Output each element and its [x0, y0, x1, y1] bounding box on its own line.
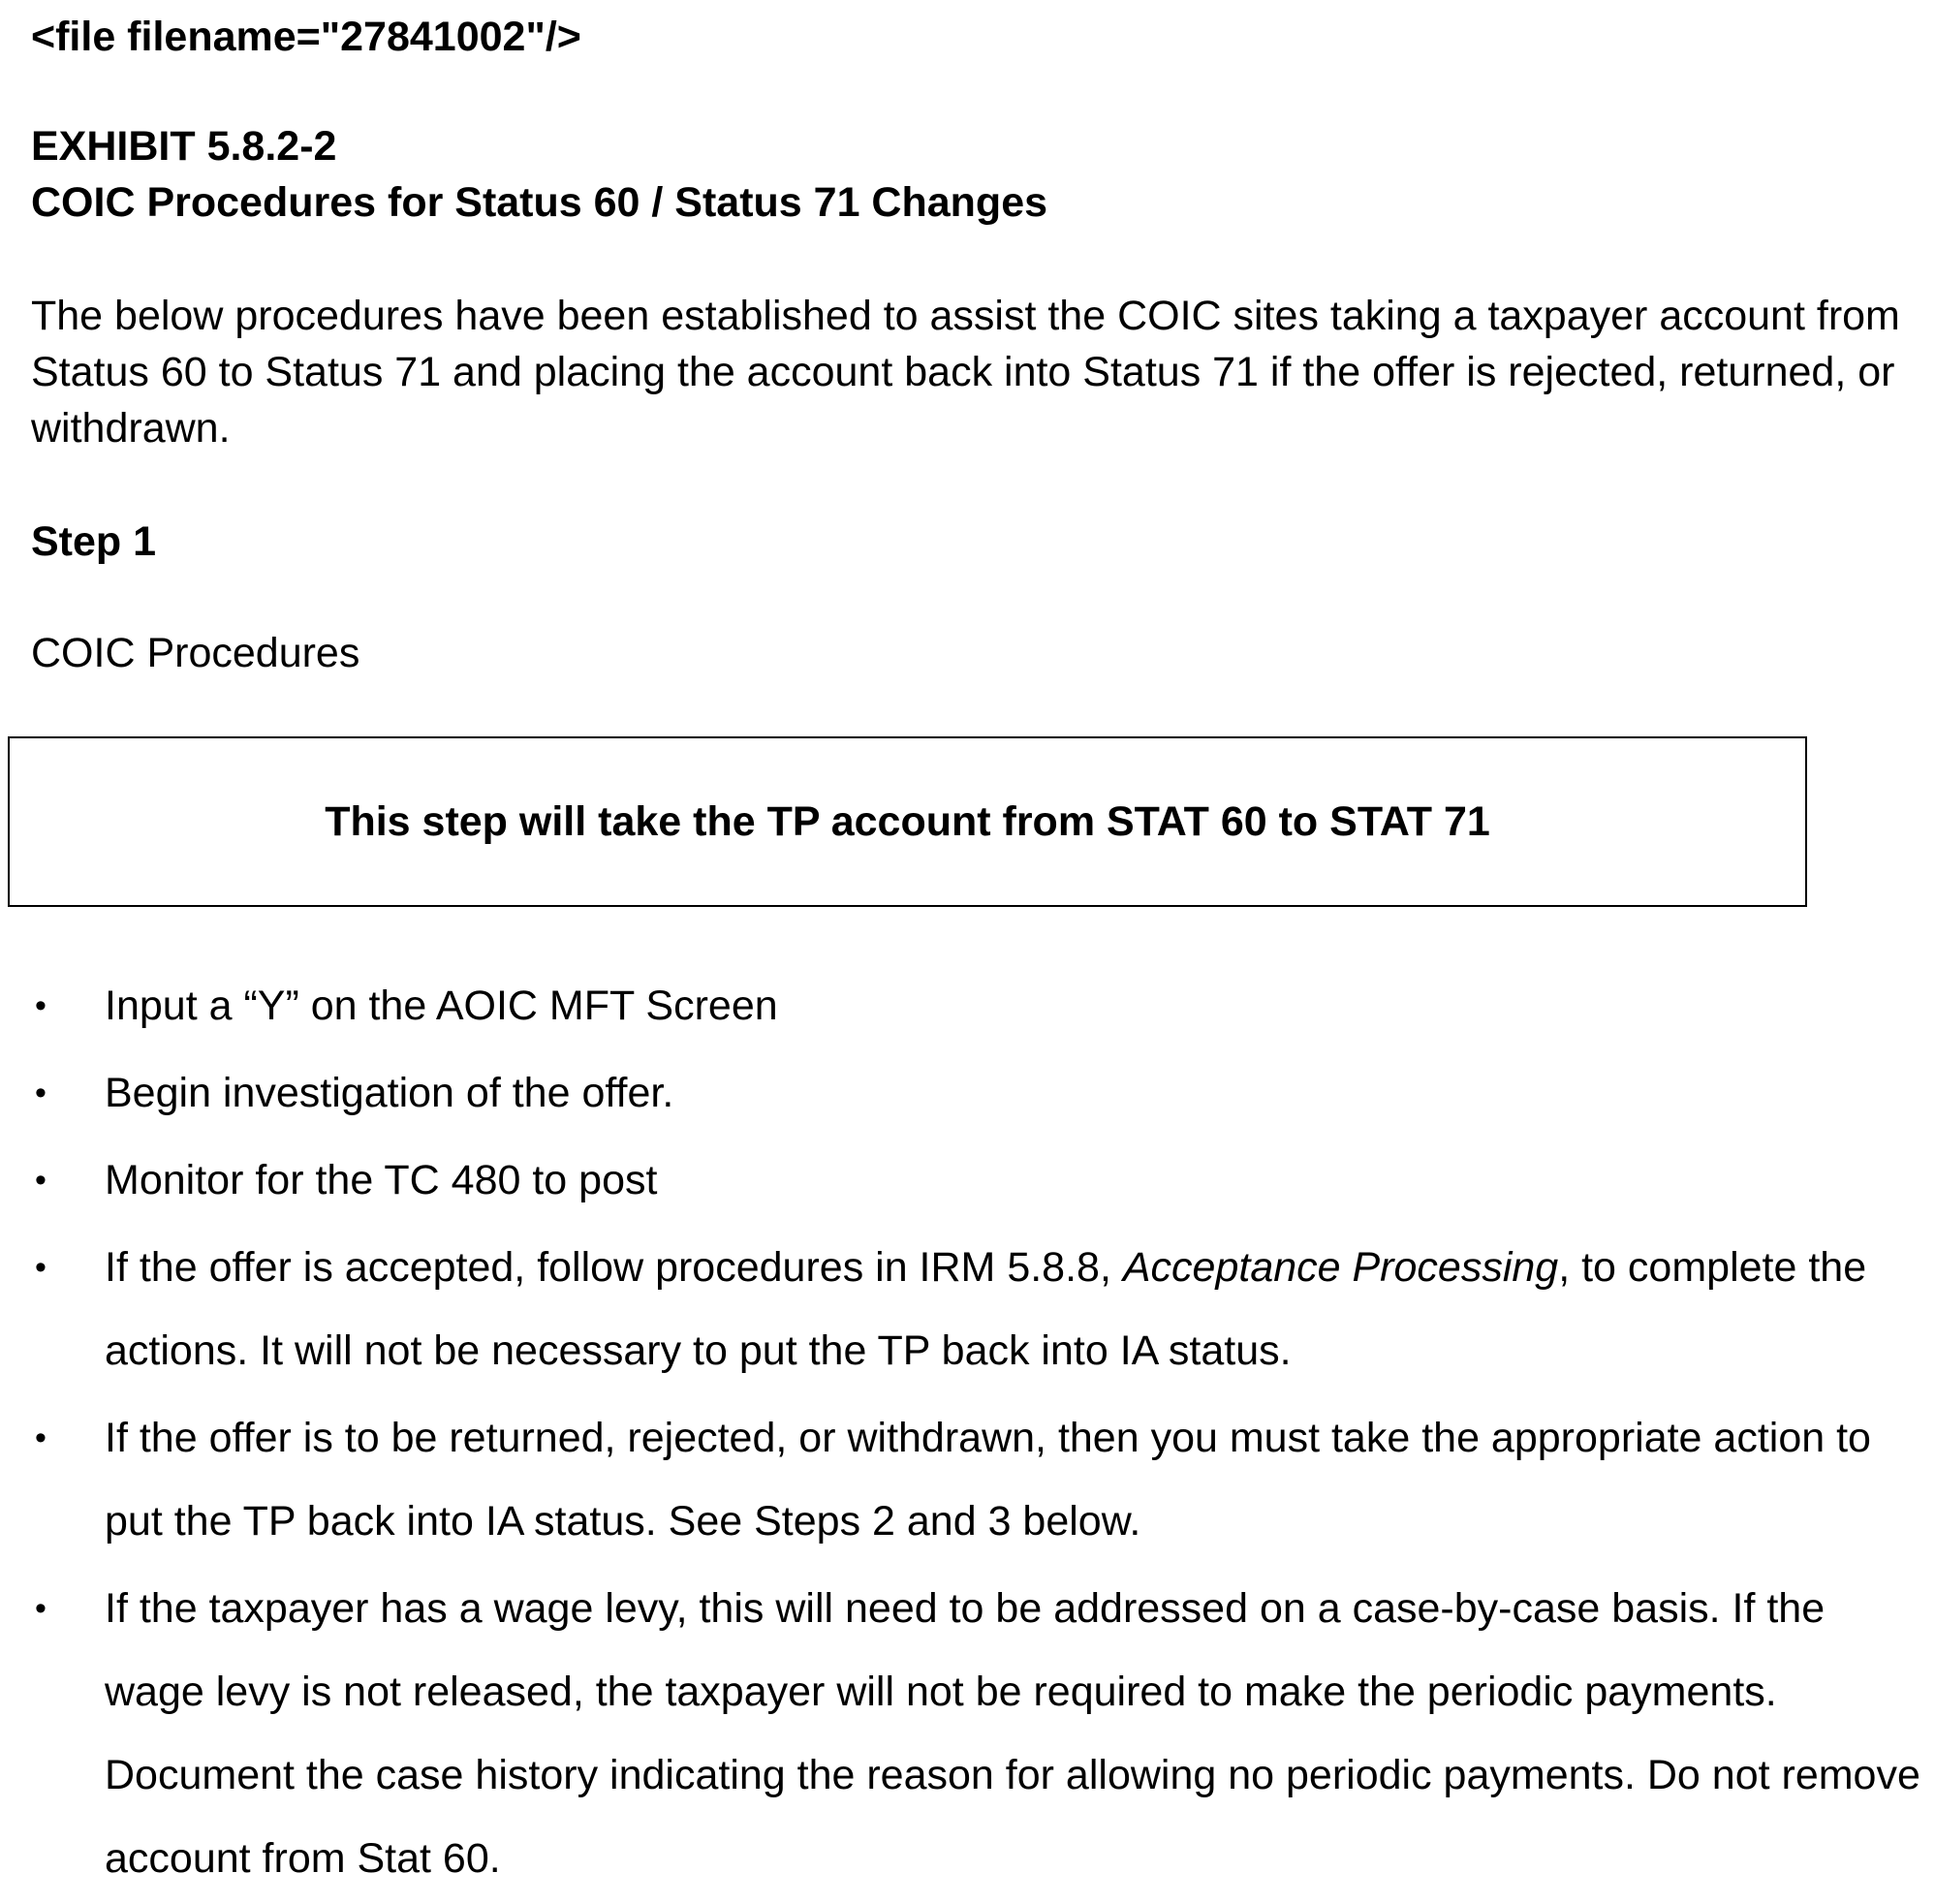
bullet-icon: •: [35, 1075, 47, 1111]
bullet-icon: •: [35, 1590, 47, 1627]
irm-reference-title: Acceptance Processing: [1122, 1244, 1559, 1291]
exhibit-number: EXHIBIT 5.8.2-2: [31, 123, 337, 170]
list-item: [31, 1226, 1930, 1392]
procedure-list: [31, 964, 1930, 1904]
bullet-icon: •: [35, 1420, 47, 1456]
list-item-text: [105, 1244, 1866, 1374]
list-item-text: If the offer is to be returned, rejected, or withdrawn, then you must take the appropriate action to put the TP back into IA status. See Steps 2 and 3 below.: [105, 1415, 1871, 1545]
bullet-icon: •: [35, 1162, 47, 1199]
exhibit-header: [31, 118, 1047, 231]
list-item-text: Begin investigation of the offer.: [105, 1070, 674, 1116]
list-item-text: If the taxpayer has a wage levy, this will need to be addressed on a case-by-case basis. If the wage levy is not released, the taxpayer will not be required to make the periodic payments. Document the case history indicating the reason for allowing no periodic payments. Do not remove account from Stat 60.: [105, 1585, 1920, 1882]
list-item-text-end: , to complete the actions. It will not be necessary to put the TP back into IA status.: [105, 1244, 1867, 1374]
list-item: [31, 1396, 1930, 1563]
callout-text: This step will take the TP account from STAT 60 to STAT 71: [325, 798, 1490, 845]
list-item: [31, 1567, 1930, 1900]
bullet-icon: •: [35, 1249, 47, 1286]
list-item-text: Monitor for the TC 480 to post: [105, 1157, 658, 1203]
exhibit-title: COIC Procedures for Status 60 / Status 71 Changes: [31, 179, 1048, 226]
file-tag: <file filename="27841002"/>: [31, 14, 581, 60]
list-item: [31, 1139, 1930, 1222]
list-item: [31, 964, 1930, 1047]
list-item-text-start: If the offer is accepted, follow procedures in IRM 5.8.8,: [105, 1244, 1123, 1291]
bullet-icon: •: [35, 987, 47, 1024]
callout-box: [8, 736, 1807, 907]
intro-paragraph: The below procedures have been established to assist the COIC sites taking a taxpayer account from Status 60 to Status 71 and placing the account back into Status 71 if the offer is rejected, returned, or withdrawn.: [31, 293, 1900, 452]
list-item-text: Input a “Y” on the AOIC MFT Screen: [105, 983, 778, 1029]
step-subheading: COIC Procedures: [31, 630, 360, 676]
list-item: [31, 1051, 1930, 1135]
step-heading: Step 1: [31, 518, 157, 565]
